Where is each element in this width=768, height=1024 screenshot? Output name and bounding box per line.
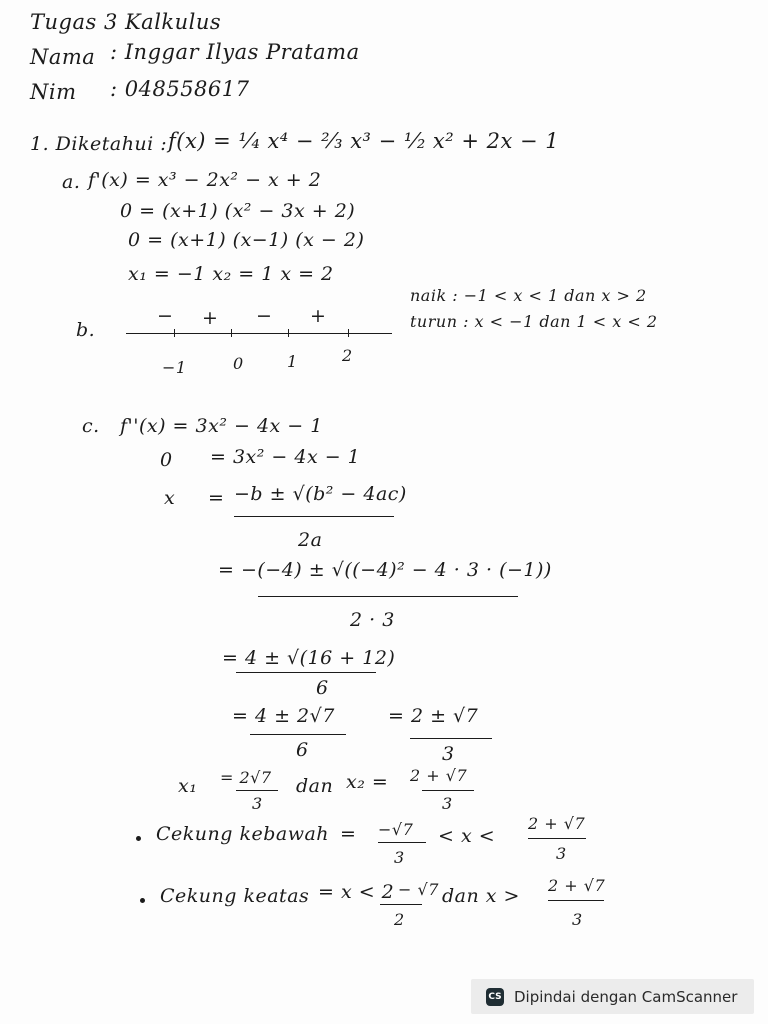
tick-label: −1: [162, 358, 187, 377]
equation-rhs: = 3x² − 4x − 1: [210, 446, 361, 468]
equals-sign: =: [340, 823, 357, 845]
camscanner-text: Dipindai dengan CamScanner: [514, 987, 738, 1006]
concave-down-lower-numerator: −√7: [378, 820, 414, 839]
part-c-label: c.: [82, 415, 100, 437]
concave-up-lower-denominator: 2: [394, 910, 405, 929]
fraction-bar: [234, 516, 394, 517]
equation-lhs: 0: [160, 449, 173, 471]
fraction-bar: [236, 790, 278, 791]
tick-mark: [348, 329, 349, 337]
part-a-derivative: f'(x) = x³ − 2x² − x + 2: [88, 169, 322, 191]
nim-label: Nim: [30, 80, 77, 104]
concave-up-lhs: = x < 2: [318, 881, 395, 903]
quadratic-denominator: 2a: [298, 529, 323, 551]
concave-up-label: Cekung keatas: [160, 885, 310, 907]
result-numerator: = 2 ± √7: [388, 705, 479, 727]
reduced-numerator: = 4 ± 2√7: [232, 705, 335, 727]
concave-up-middle: dan x >: [442, 885, 520, 907]
concave-down-upper-denominator: 3: [556, 844, 567, 863]
x2-denominator: 3: [442, 794, 453, 813]
x2-numerator: 2 + √7: [410, 766, 468, 785]
sign-label: +: [202, 307, 219, 329]
fraction-bar: [236, 672, 376, 673]
name-value: : Inggar Ilyas Pratama: [110, 40, 360, 64]
tick-mark: [288, 329, 289, 337]
x1-label: x₁: [178, 775, 198, 797]
increasing-interval: naik : −1 < x < 1 dan x > 2: [410, 286, 647, 305]
bullet: [136, 836, 141, 841]
camscanner-logo-icon: CS: [486, 988, 504, 1006]
substitution-denominator: 2 · 3: [350, 609, 395, 631]
question-number: 1. Diketahui :: [30, 133, 168, 155]
fraction-bar: [378, 842, 426, 843]
fraction-bar: [380, 904, 422, 905]
number-line: [126, 333, 392, 334]
part-a-label: a.: [62, 171, 81, 193]
sign-label: −: [157, 305, 174, 327]
conjunction-dan: dan: [296, 775, 334, 797]
bullet: [140, 898, 145, 903]
quadratic-variable: x: [164, 487, 176, 509]
camscanner-watermark: [471, 979, 754, 1014]
tick-label: 1: [287, 352, 298, 371]
reduced-denominator: 6: [296, 739, 309, 761]
concave-down-lower-denominator: 3: [394, 848, 405, 867]
decreasing-interval: turun : x < −1 dan 1 < x < 2: [410, 312, 658, 331]
nim-value: : 048558617: [110, 77, 250, 101]
concave-up-upper-numerator: 2 + √7: [548, 876, 606, 895]
concave-up-upper-denominator: 3: [572, 910, 583, 929]
part-a-roots: x₁ = −1 x₂ = 1 x = 2: [128, 263, 334, 285]
tick-mark: [231, 329, 232, 337]
part-b-label: b.: [76, 319, 96, 341]
fraction-bar: [422, 790, 474, 791]
given-function: f(x) = ¹⁄₄ x⁴ − ²⁄₃ x³ − ¹⁄₂ x² + 2x − 1: [168, 129, 560, 153]
fraction-bar: [258, 596, 518, 597]
simplified-denominator: 6: [316, 677, 329, 699]
x2-label: x₂ =: [346, 771, 389, 793]
result-denominator: 3: [442, 743, 455, 765]
second-derivative: f''(x) = 3x² − 4x − 1: [120, 415, 323, 437]
equals-sign: =: [208, 487, 225, 509]
x1-numerator: = 2√7: [220, 768, 272, 787]
fraction-bar: [410, 738, 492, 739]
part-a-factor-2: 0 = (x+1) (x−1) (x − 2): [128, 229, 365, 251]
part-a-factor-1: 0 = (x+1) (x² − 3x + 2): [120, 200, 356, 222]
tick-label: 2: [342, 346, 353, 365]
fraction-bar: [250, 734, 346, 735]
quadratic-numerator: −b ± √(b² − 4ac): [234, 483, 407, 505]
tick-mark: [174, 329, 175, 337]
tick-label: 0: [233, 354, 244, 373]
simplified-numerator: = 4 ± √(16 + 12): [222, 647, 396, 669]
concave-up-lower-numerator: − √7: [398, 880, 439, 899]
fraction-bar: [548, 900, 604, 901]
name-label: Nama: [30, 45, 96, 69]
x1-denominator: 3: [252, 794, 263, 813]
assignment-title: Tugas 3 Kalkulus: [30, 10, 222, 34]
inequality-middle: < x <: [438, 825, 496, 847]
sign-label: −: [256, 305, 273, 327]
sign-label: +: [310, 305, 327, 327]
concave-down-label: Cekung kebawah: [156, 823, 330, 845]
concave-down-upper-numerator: 2 + √7: [528, 814, 586, 833]
fraction-bar: [528, 838, 586, 839]
substitution-numerator: = −(−4) ± √((−4)² − 4 · 3 · (−1)): [218, 559, 552, 581]
